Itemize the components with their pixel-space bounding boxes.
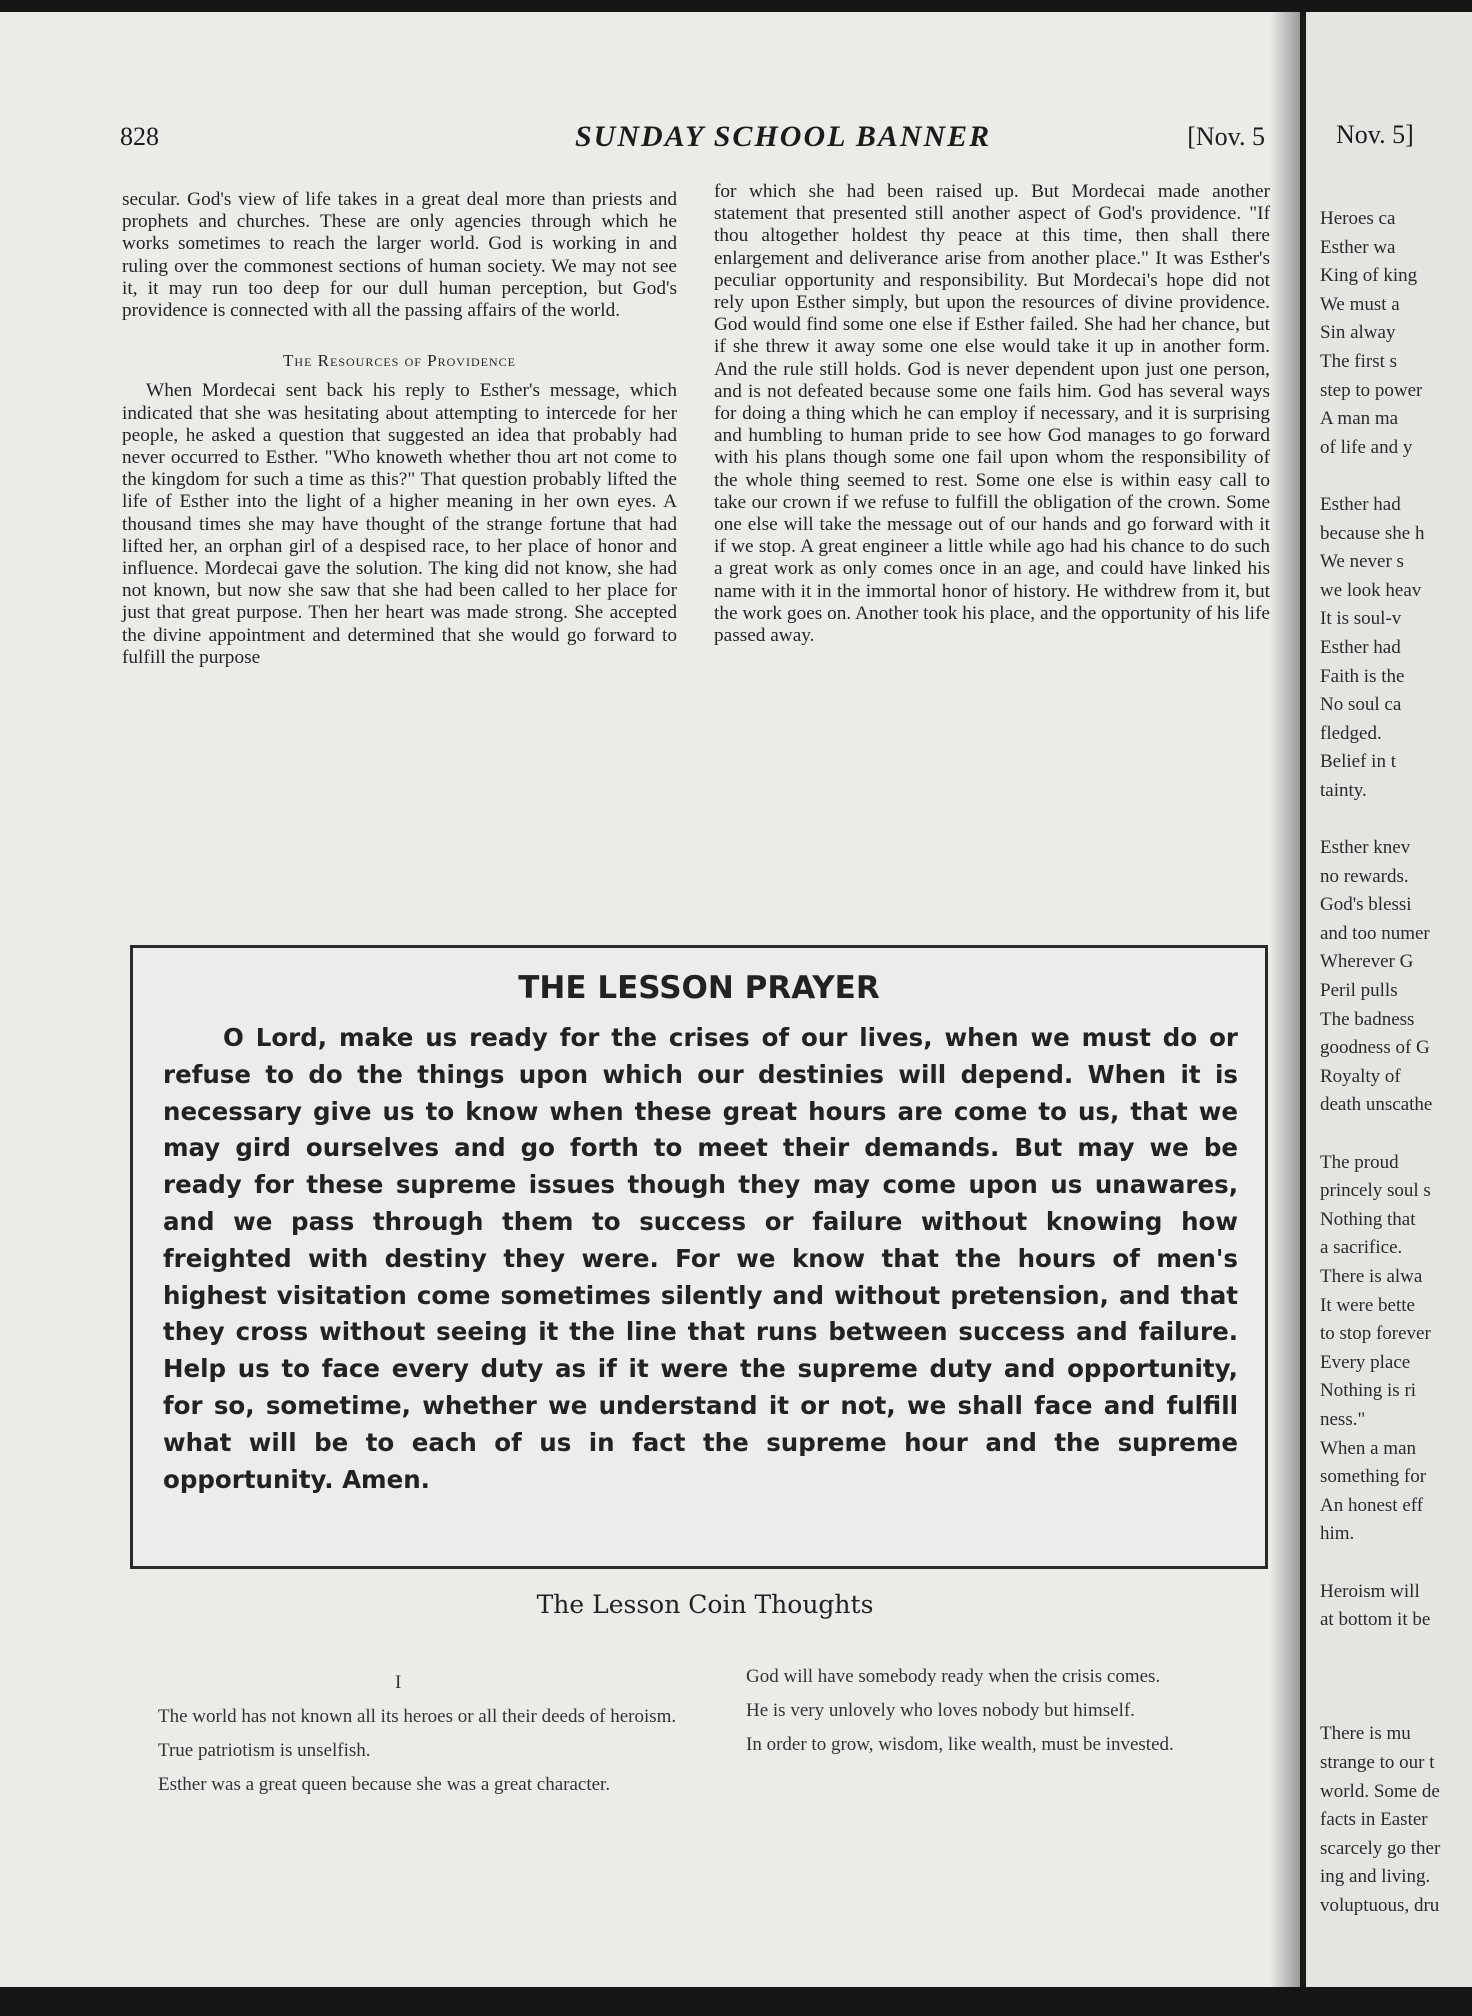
- issue-date: [Nov. 5: [1187, 122, 1265, 151]
- facing-page-line: we look heav: [1320, 579, 1422, 601]
- facing-page-line: Heroes ca: [1320, 208, 1396, 229]
- facing-page-line: ness.": [1320, 1408, 1366, 1430]
- facing-page-line: something for: [1320, 1466, 1427, 1488]
- facing-page-line: Peril pulls: [1320, 980, 1398, 1002]
- facing-page-line: The badness: [1320, 1008, 1415, 1030]
- coin-thoughts-right: [726, 1662, 1271, 1764]
- facing-page-text: [1320, 208, 1472, 1924]
- facing-page-line: of life and y: [1320, 436, 1413, 458]
- right-column: [714, 181, 1270, 647]
- facing-page-line: [1320, 1552, 1472, 1581]
- coin-thought: He is very unlovely who loves nobody but himself.: [746, 1700, 1135, 1721]
- facing-page-line: ing and living.: [1320, 1866, 1431, 1888]
- facing-page-line: There is alwa: [1320, 1265, 1423, 1287]
- facing-page-header: Nov. 5]: [1336, 120, 1414, 149]
- facing-page-line: It is soul-v: [1320, 608, 1402, 630]
- coin-thought: God will have somebody ready when the crisis comes.: [746, 1666, 1161, 1687]
- facing-page-line: Esther knev: [1320, 837, 1411, 859]
- facing-page-line: scarcely go ther: [1320, 1837, 1441, 1859]
- facing-page-line: Wherever G: [1320, 951, 1414, 973]
- facing-page-line: strange to our t: [1320, 1752, 1435, 1774]
- facing-page-line: and too numer: [1320, 922, 1430, 944]
- facing-page-line: to stop forever: [1320, 1323, 1431, 1345]
- left-paragraph-1: secular. God's view of life takes in a great deal more than priests and prophets and churches. These are only agencies through which he works sometimes to reach the larger world. God is working in and ruling over the commonest sections of human society. We may not see it, it may run too deep for our dull human perception, but God's providence is connected with all the passing affairs of the world.: [122, 189, 677, 322]
- facing-page-line: King of king: [1320, 265, 1418, 287]
- facing-page-line: No soul ca: [1320, 694, 1402, 716]
- facing-page: [1300, 12, 1472, 1987]
- facing-page-line: princely soul s: [1320, 1180, 1431, 1202]
- facing-page-line: death unscathe: [1320, 1094, 1433, 1116]
- facing-page-line: There is mu: [1320, 1723, 1411, 1745]
- facing-page-line: fledged.: [1320, 722, 1382, 744]
- facing-page-line: because she h: [1320, 522, 1425, 544]
- facing-page-line: [1320, 1695, 1472, 1724]
- left-column: [122, 189, 677, 669]
- facing-page-line: A man ma: [1320, 408, 1399, 430]
- facing-page-line: Faith is the: [1320, 665, 1405, 687]
- coin-section-numeral: I: [395, 1672, 402, 1693]
- facing-page-line: [1320, 465, 1472, 494]
- facing-page-line: Nothing that: [1320, 1208, 1416, 1230]
- facing-page-line: An honest eff: [1320, 1494, 1424, 1516]
- facing-page-line: The first s: [1320, 350, 1398, 372]
- facing-page-line: Esther wa: [1320, 236, 1396, 258]
- facing-page-line: at bottom it be: [1320, 1609, 1431, 1631]
- facing-page-line: voluptuous, dru: [1320, 1895, 1440, 1917]
- coin-thoughts-left: [138, 1702, 693, 1804]
- facing-page-line: no rewards.: [1320, 865, 1409, 887]
- coin-thought: In order to grow, wisdom, like wealth, must be invested.: [746, 1734, 1174, 1755]
- facing-page-line: We must a: [1320, 293, 1400, 315]
- facing-page-line: goodness of G: [1320, 1037, 1430, 1059]
- left-paragraph-2: When Mordecai sent back his reply to Esther's message, which indicated that she was hesitating about attempting to intercede for her people, he asked a question that suggested an idea that probably had never occurred to Esther. "Who knoweth whether thou art not come to the kingdom for such a time as this?" That question probably lifted the life of Esther into the light of a higher meaning in her own eyes. A thousand times she may have thought of the strange fortune that had lifted her, an orphan girl of a despised race, to her place of honor and influence. Mordecai gave the solution. The king did not know, she had not known, but now she saw that she had been called to her place for just that great purpose. Then her heart was made strong. She accepted the divine appointment and determined that she would go forward to fulfill the purpose: [122, 380, 677, 668]
- lesson-prayer-box: [130, 945, 1268, 1569]
- facing-page-line: Royalty of: [1320, 1065, 1401, 1087]
- facing-page-line: step to power: [1320, 379, 1423, 401]
- coin-thought: Esther was a great queen because she was a great character.: [158, 1774, 611, 1795]
- magazine-title: SUNDAY SCHOOL BANNER: [575, 120, 992, 153]
- facing-page-line: [1320, 1123, 1472, 1152]
- page: [0, 12, 1300, 1987]
- facing-page-line: [1320, 1666, 1472, 1695]
- facing-page-line: a sacrifice.: [1320, 1237, 1403, 1259]
- facing-page-line: Belief in t: [1320, 751, 1396, 773]
- facing-page-line: Sin alway: [1320, 322, 1396, 344]
- page-number: 828: [120, 122, 159, 151]
- facing-page-line: God's blessi: [1320, 894, 1412, 916]
- facing-page-line: We never s: [1320, 551, 1404, 573]
- facing-page-line: Nothing is ri: [1320, 1380, 1417, 1402]
- facing-page-line: When a man: [1320, 1437, 1417, 1459]
- facing-page-line: Every place: [1320, 1351, 1411, 1373]
- page-gutter-shadow: [1270, 12, 1300, 1987]
- facing-page-line: [1320, 808, 1472, 837]
- facing-page-line: The proud: [1320, 1151, 1399, 1173]
- facing-page-line: Esther had: [1320, 636, 1401, 658]
- page-header: [120, 122, 1265, 162]
- coin-thought: True patriotism is unselfish.: [158, 1740, 371, 1761]
- right-paragraph: for which she had been raised up. But Mordecai made another statement that presented still another aspect of God's providence. "If thou altogether holdest thy peace at this time, then shall there enlargement and deliverance arise from another place." It was Esther's peculiar opportunity and responsibility. But Mordecai's hope did not rely upon Esther simply, but upon the resources of divine providence. God would find some one else if Esther failed. She had her chance, but if she threw it away some one else would take it up in another form. And the rule still holds. God is never dependent upon just one person, and is not defeated because some one fails him. God has several ways for doing a thing which he can employ if necessary, and it is surprising and humbling to human pride to see how God manages to go forward with his plans though some one fail upon whom the responsibility of the whole thing seemed to rest. Some one else is within easy call to take our crown if we refuse to fulfill the obligation of the crown. Some one else will take the message out of our hands and go forward with it if we stop. A great engineer a little while ago had his chance to do such a great work as only comes once in an age, and could have linked his name with it in the immortal honor of history. He withdrew from it, but the work goes on. Another took his place, and the opportunity of his life passed away.: [714, 181, 1270, 647]
- facing-page-line: him.: [1320, 1523, 1355, 1545]
- section-heading: The Resources of Providence: [283, 351, 516, 371]
- facing-page-line: Heroism will: [1320, 1580, 1420, 1602]
- facing-page-line: It were bette: [1320, 1294, 1415, 1316]
- prayer-body: O Lord, make us ready for the crises of our lives, when we must do or refuse to do the things upon which our destinies will depend. When it is necessary give us to know when these great hours are come to us, that we may gird ourselves and go forth to meet their demands. But may we be ready for these supreme issues though they may come upon us unawares, and we pass through them to success or failure without knowing how freighted with destiny they were. For we know that the hours of men's highest visitation come sometimes silently and without pretension, and that they cross without seeing it the line that runs between success and failure. Help us to face every duty as if it were the supreme duty and opportunity, for so, sometime, whether we understand it or not, we shall face and fulfill what will be to each of us in fact the supreme hour and the supreme opportunity. Amen.: [163, 1023, 1238, 1494]
- facing-page-line: tainty.: [1320, 779, 1367, 801]
- facing-page-line: Esther had: [1320, 493, 1401, 515]
- facing-page-line: world. Some de: [1320, 1780, 1440, 1802]
- coin-thought: The world has not known all its heroes or all their deeds of heroism.: [158, 1706, 677, 1727]
- facing-page-line: facts in Easter: [1320, 1809, 1428, 1831]
- facing-page-line: [1320, 1638, 1472, 1667]
- coin-thoughts-title: The Lesson Coin Thoughts: [536, 1590, 874, 1619]
- prayer-title: THE LESSON PRAYER: [518, 970, 880, 1006]
